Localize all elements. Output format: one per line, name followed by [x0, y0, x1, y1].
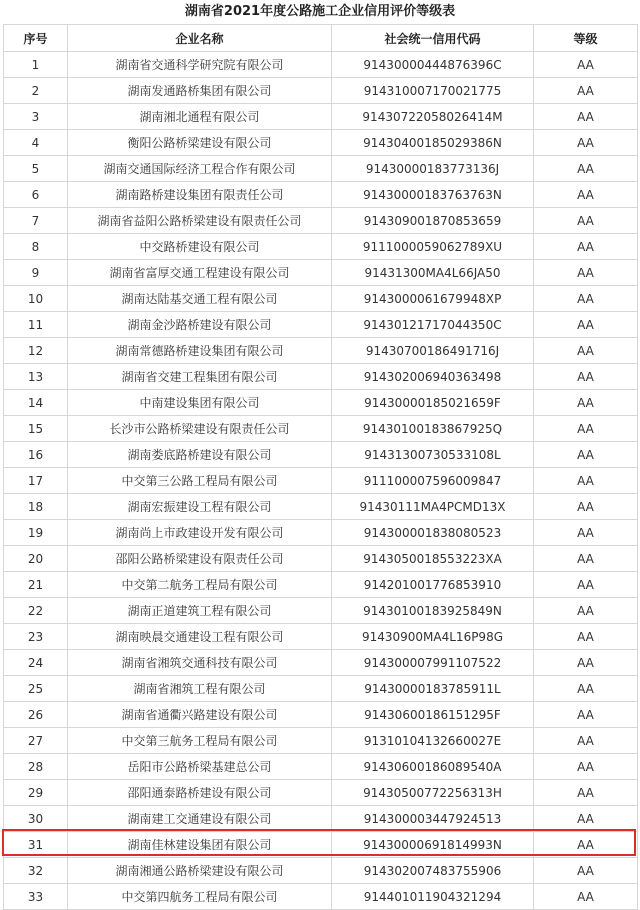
- grade: AA: [534, 624, 638, 650]
- grade: AA: [534, 806, 638, 832]
- grade: AA: [534, 130, 638, 156]
- row-number: 24: [4, 650, 68, 676]
- row-number: 10: [4, 286, 68, 312]
- credit-code: 914309001870853659: [332, 208, 534, 234]
- credit-code: 9143000018377313​6J: [332, 156, 534, 182]
- company-name: 中交第三航务工程局有限公司: [68, 728, 332, 754]
- grade: AA: [534, 286, 638, 312]
- row-number: 20: [4, 546, 68, 572]
- credit-code: 91430000691814993N: [332, 832, 534, 858]
- grade: AA: [534, 260, 638, 286]
- row-number: 3: [4, 104, 68, 130]
- row-number: 18: [4, 494, 68, 520]
- company-name: 湖南常德路桥建设集团有限公司: [68, 338, 332, 364]
- credit-rating-table: [3, 24, 638, 910]
- company-name: 湖南省交建工程集团有限公司: [68, 364, 332, 390]
- row-number: 15: [4, 416, 68, 442]
- table-row: [4, 468, 638, 494]
- company-name: 中交第二航务工程局有限公司: [68, 572, 332, 598]
- grade: AA: [534, 702, 638, 728]
- table-row: [4, 234, 638, 260]
- grade: AA: [534, 364, 638, 390]
- credit-code: 9143050018553223XA: [332, 546, 534, 572]
- table-row: [4, 650, 638, 676]
- grade: AA: [534, 156, 638, 182]
- table-row: [4, 520, 638, 546]
- company-name: 湖南省湘筑交通科技有限公司: [68, 650, 332, 676]
- grade: AA: [534, 208, 638, 234]
- credit-code: 91430500772256313H: [332, 780, 534, 806]
- grade: AA: [534, 858, 638, 884]
- company-name: 邵阳通泰路桥建设有限公司: [68, 780, 332, 806]
- grade: AA: [534, 728, 638, 754]
- credit-code: 91430900MA4L16P98G: [332, 624, 534, 650]
- company-name: 湖南路桥建设集团有限责任公司: [68, 182, 332, 208]
- table-row: [4, 702, 638, 728]
- company-name: 湖南省富厚交通工程建设有限公司: [68, 260, 332, 286]
- table-row: [4, 572, 638, 598]
- company-name: 湖南发通路桥集团有限公司: [68, 78, 332, 104]
- table-row: [4, 182, 638, 208]
- company-name: 湖南省通衢兴路建设有限公司: [68, 702, 332, 728]
- company-name: 湖南湘北通程有限公司: [68, 104, 332, 130]
- credit-code: 91431300MA4L66JA50: [332, 260, 534, 286]
- company-name: 中交第三公路工程局有限公司: [68, 468, 332, 494]
- company-name: 湖南省益阳公路桥梁建设有限责任公司: [68, 208, 332, 234]
- table-row: [4, 52, 638, 78]
- table-row: [4, 364, 638, 390]
- company-name: 邵阳公路桥梁建设有限责任公司: [68, 546, 332, 572]
- row-number: 22: [4, 598, 68, 624]
- grade: AA: [534, 598, 638, 624]
- row-number: 13: [4, 364, 68, 390]
- company-name: 湖南达陆基交通工程有限公司: [68, 286, 332, 312]
- grade: AA: [534, 312, 638, 338]
- credit-code: 91430600186151295F: [332, 702, 534, 728]
- row-number: 26: [4, 702, 68, 728]
- company-name: 湖南映晨交通建设工程有限公司: [68, 624, 332, 650]
- credit-code: 91430111MA4PCMD13X: [332, 494, 534, 520]
- table-row: [4, 260, 638, 286]
- grade: AA: [534, 338, 638, 364]
- row-number: 29: [4, 780, 68, 806]
- credit-code: 914310007170021775: [332, 78, 534, 104]
- row-number: 30: [4, 806, 68, 832]
- credit-code: 914300001838080523: [332, 520, 534, 546]
- company-name: 湖南佳林建设集团有限公司: [68, 832, 332, 858]
- credit-code: 91431300730533108L: [332, 442, 534, 468]
- credit-code: 914201001776853910: [332, 572, 534, 598]
- row-number: 9: [4, 260, 68, 286]
- row-number: 5: [4, 156, 68, 182]
- grade: AA: [534, 546, 638, 572]
- table-body: [4, 52, 638, 910]
- grade: AA: [534, 780, 638, 806]
- grade: AA: [534, 78, 638, 104]
- credit-code: 914300007991107522: [332, 650, 534, 676]
- credit-code: 91430000616799​48XP: [332, 286, 534, 312]
- credit-code: 91430121717044350C: [332, 312, 534, 338]
- grade: AA: [534, 182, 638, 208]
- company-name: 湖南娄底路桥建设有限公司: [68, 442, 332, 468]
- credit-code: 91430600186089540A: [332, 754, 534, 780]
- table-row: [4, 442, 638, 468]
- table-row: [4, 338, 638, 364]
- credit-code: 9111000059062789XU: [332, 234, 534, 260]
- row-number: 7: [4, 208, 68, 234]
- grade: AA: [534, 390, 638, 416]
- grade: AA: [534, 884, 638, 910]
- credit-code: 914300003447924513: [332, 806, 534, 832]
- grade: AA: [534, 832, 638, 858]
- grade: AA: [534, 52, 638, 78]
- credit-code: 91430400185029386N: [332, 130, 534, 156]
- row-number: 1: [4, 52, 68, 78]
- row-number: 2: [4, 78, 68, 104]
- company-name: 湖南省湘筑工程有限公司: [68, 676, 332, 702]
- row-number: 8: [4, 234, 68, 260]
- company-name: 湖南正道建筑工程有限公司: [68, 598, 332, 624]
- credit-code: 914302006940363498: [332, 364, 534, 390]
- table-row: [4, 130, 638, 156]
- grade: AA: [534, 754, 638, 780]
- company-name: 湖南交通国际经济工程合作有限公司: [68, 156, 332, 182]
- company-name: 岳阳市公路桥梁基建总公司: [68, 754, 332, 780]
- grade: AA: [534, 494, 638, 520]
- grade: AA: [534, 650, 638, 676]
- grade: AA: [534, 468, 638, 494]
- company-name: 湖南宏振建设工程有限公司: [68, 494, 332, 520]
- grade: AA: [534, 104, 638, 130]
- row-number: 6: [4, 182, 68, 208]
- credit-code: 91430000183785911L: [332, 676, 534, 702]
- table-row: [4, 598, 638, 624]
- row-number: 17: [4, 468, 68, 494]
- row-number: 25: [4, 676, 68, 702]
- row-number: 32: [4, 858, 68, 884]
- row-number: 16: [4, 442, 68, 468]
- table-row: [4, 884, 638, 910]
- company-name: 衡阳公路桥梁建设有限公司: [68, 130, 332, 156]
- credit-code: 91430100183867925Q: [332, 416, 534, 442]
- header-row: [4, 25, 638, 52]
- table-row: [4, 676, 638, 702]
- company-name: 湖南金沙路桥建设有限公司: [68, 312, 332, 338]
- company-name: 长沙市公路桥梁建设有限责任公司: [68, 416, 332, 442]
- table-row: [4, 104, 638, 130]
- company-name: 中交路桥建设有限公司: [68, 234, 332, 260]
- credit-code: 91430000444876396C: [332, 52, 534, 78]
- table-row: [4, 728, 638, 754]
- row-number: 14: [4, 390, 68, 416]
- company-name: 中南建设集团有限公司: [68, 390, 332, 416]
- table-row: [4, 416, 638, 442]
- credit-code: 914401011904321294: [332, 884, 534, 910]
- credit-code: 911100007596009847: [332, 468, 534, 494]
- table-row: [4, 78, 638, 104]
- table-row: [4, 494, 638, 520]
- table-title: 湖南省2021年度公路施工企业信用评价等级表: [184, 4, 456, 19]
- row-number: 31: [4, 832, 68, 858]
- credit-code: 91310104132660027E: [332, 728, 534, 754]
- header-no: 序号: [4, 25, 68, 52]
- company-name: 湖南湘通公路桥梁建设有限公司: [68, 858, 332, 884]
- row-number: 28: [4, 754, 68, 780]
- row-number: 27: [4, 728, 68, 754]
- row-number: 4: [4, 130, 68, 156]
- row-number: 19: [4, 520, 68, 546]
- table-row: [4, 546, 638, 572]
- grade: AA: [534, 676, 638, 702]
- credit-code: 91430100183925849N: [332, 598, 534, 624]
- credit-code: 91430000183763763N: [332, 182, 534, 208]
- company-name: 湖南建工交通建设有限公司: [68, 806, 332, 832]
- table-row: [4, 754, 638, 780]
- credit-code: 91430000185021659F: [332, 390, 534, 416]
- row-number: 33: [4, 884, 68, 910]
- header-credit-code: 社会统一信用代码: [332, 25, 534, 52]
- grade: AA: [534, 234, 638, 260]
- grade: AA: [534, 442, 638, 468]
- credit-code: 91430722058026414M: [332, 104, 534, 130]
- header-company-name: 企业名称: [68, 25, 332, 52]
- row-number: 11: [4, 312, 68, 338]
- table-row: [4, 208, 638, 234]
- company-name: 湖南尚上市政建设开发有限公司: [68, 520, 332, 546]
- table-row: [4, 390, 638, 416]
- table-row: [4, 624, 638, 650]
- table-row: [4, 806, 638, 832]
- grade: AA: [534, 520, 638, 546]
- row-number: 21: [4, 572, 68, 598]
- row-number: 12: [4, 338, 68, 364]
- company-name: 湖南省交通科学研究院有限公司: [68, 52, 332, 78]
- table-row: [4, 156, 638, 182]
- credit-code: 91430700186491716J: [332, 338, 534, 364]
- credit-code: 914302007483755906: [332, 858, 534, 884]
- table-row: [4, 286, 638, 312]
- company-name: 中交第四航务工程局有限公司: [68, 884, 332, 910]
- row-number: 23: [4, 624, 68, 650]
- grade: AA: [534, 416, 638, 442]
- table-row: [4, 832, 638, 858]
- table-row: [4, 780, 638, 806]
- table-row: [4, 312, 638, 338]
- table-row: [4, 858, 638, 884]
- header-grade: 等级: [534, 25, 638, 52]
- grade: AA: [534, 572, 638, 598]
